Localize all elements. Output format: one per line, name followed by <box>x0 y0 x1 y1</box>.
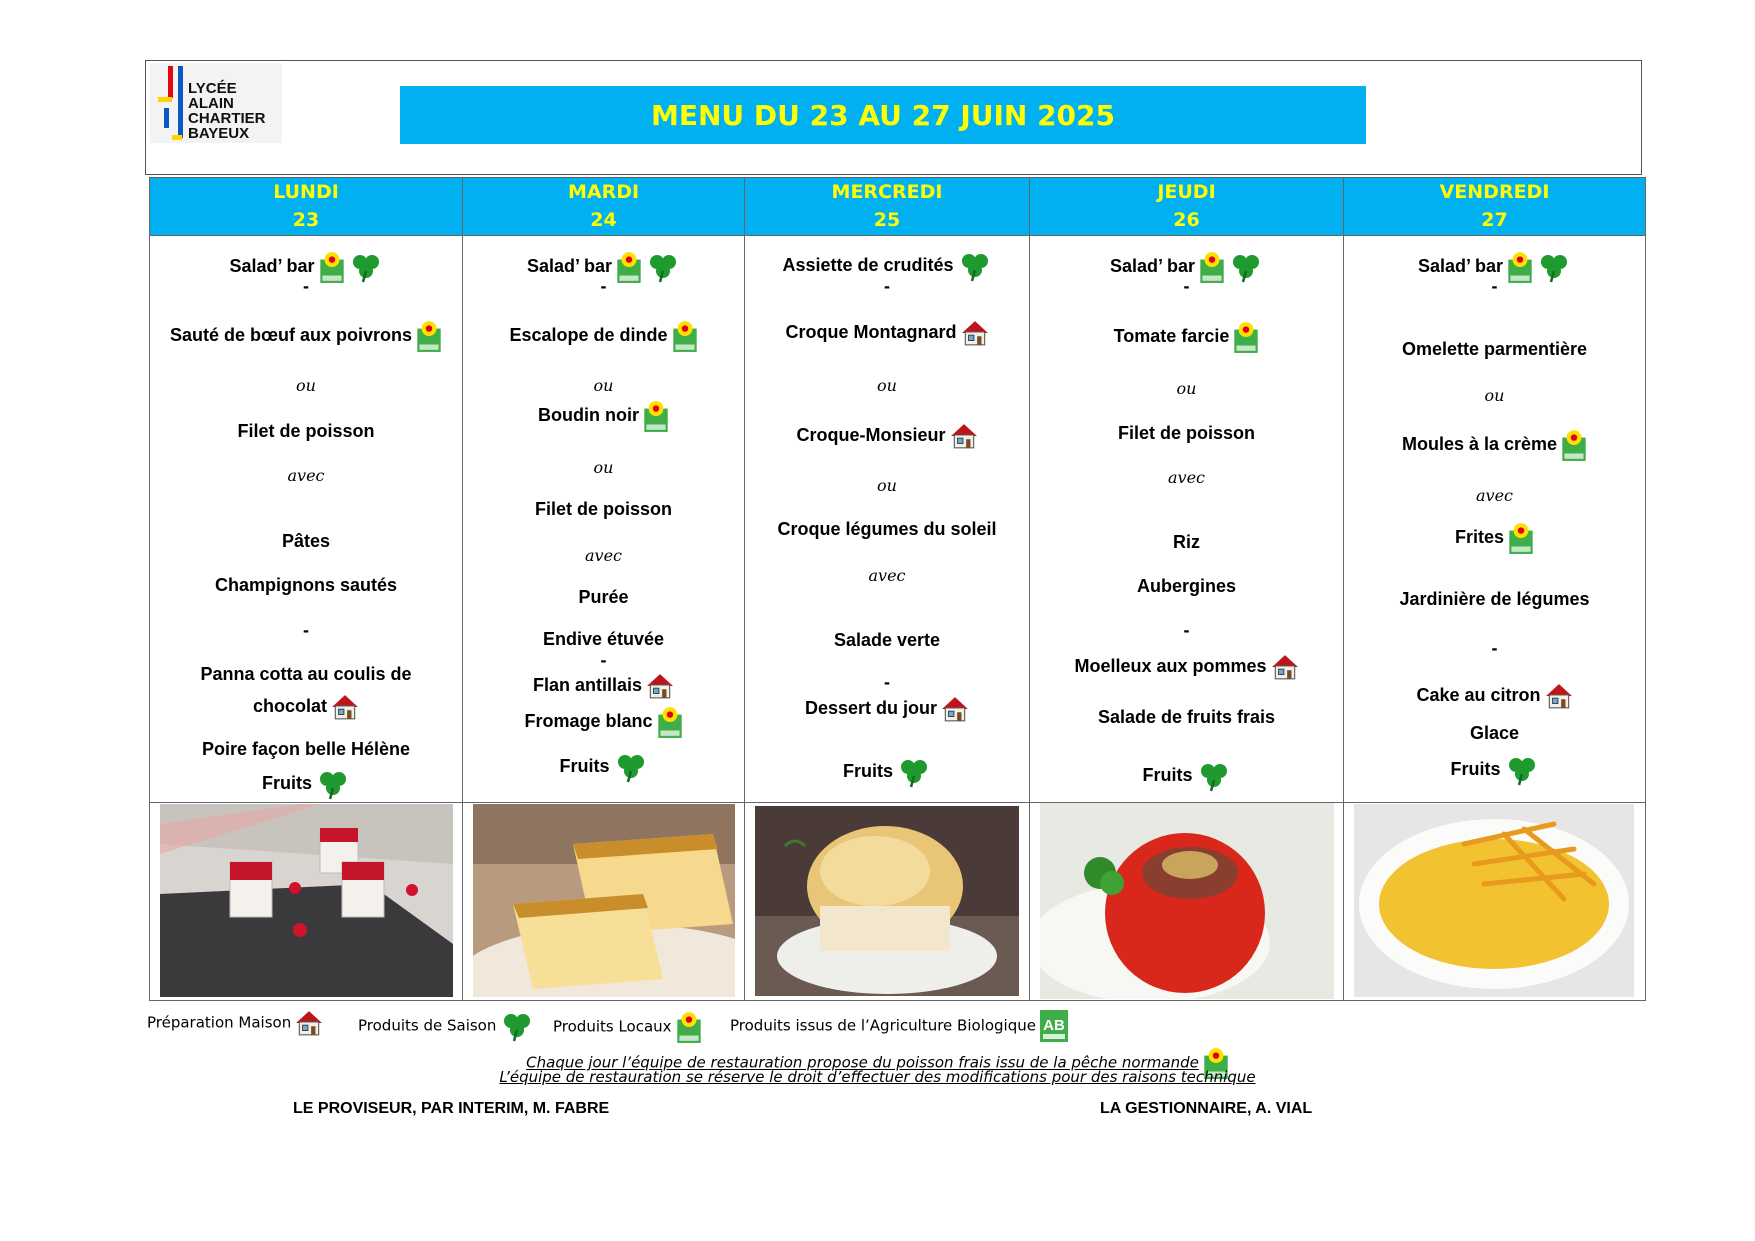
menu-item: Champignons sautés <box>214 575 398 595</box>
local-flower-icon <box>1561 428 1587 462</box>
menu-item: Fruits <box>745 756 1029 788</box>
local-flower-icon <box>643 399 669 433</box>
flan-photo <box>473 804 735 997</box>
separator: - <box>600 650 607 670</box>
menu-item: Escalope de dinde <box>463 319 744 353</box>
house-icon <box>950 423 978 449</box>
menu-item: Aubergines <box>1136 576 1237 596</box>
day-column-mardi <box>463 236 745 803</box>
menu-item: chocolat <box>150 694 462 720</box>
menu-item: Salad’ bar <box>150 250 462 284</box>
local-flower-icon <box>672 319 698 353</box>
photo-cell-mercredi <box>745 803 1030 1001</box>
menu-item: Fruits <box>1344 754 1645 786</box>
photo-cell-mardi <box>463 803 745 1001</box>
connector-text: avec <box>584 546 622 565</box>
menu-item: Boudin noir <box>463 399 744 433</box>
day-header-mardi: MARDI 24 <box>463 178 745 236</box>
menu-title: MENU DU 23 AU 27 JUIN 2025 <box>650 98 1116 132</box>
menu-item: Pâtes <box>281 531 331 551</box>
house-icon <box>941 696 969 722</box>
separator: - <box>1491 638 1498 658</box>
menu-item: Dessert du jour <box>745 696 1029 722</box>
connector-text: ou <box>593 376 614 395</box>
day-header-mercredi: MERCREDI 25 <box>745 178 1030 236</box>
photo-cell-jeudi <box>1030 803 1344 1001</box>
photo-row <box>150 803 1646 1001</box>
clover-icon <box>316 768 350 800</box>
menu-item: Salade verte <box>833 630 941 650</box>
menu-item: Salad’ bar <box>463 250 744 284</box>
menu-item: Fruits <box>1030 760 1343 792</box>
clover-icon <box>1505 754 1539 786</box>
separator: - <box>1183 620 1190 640</box>
menu-item: Fruits <box>463 751 744 783</box>
clover-icon <box>897 756 931 788</box>
signature-gestionnaire: LA GESTIONNAIRE, A. VIAL <box>1100 1100 1313 1117</box>
clover-icon <box>1197 760 1231 792</box>
day-column-jeudi <box>1030 236 1344 803</box>
weekly-menu-table <box>149 177 1646 1001</box>
menu-item: Assiette de crudités <box>745 250 1029 282</box>
legend-saison: Produits de Saison <box>358 1010 534 1042</box>
photo-cell-lundi <box>150 803 463 1001</box>
menu-item: Fromage blanc <box>463 705 744 739</box>
menu-item: Sauté de bœuf aux poivrons <box>150 319 462 353</box>
menu-item: Croque Montagnard <box>745 320 1029 346</box>
house-icon <box>961 320 989 346</box>
separator: - <box>303 276 309 296</box>
day-column-lundi <box>150 236 463 803</box>
menu-item: Omelette parmentière <box>1401 339 1588 359</box>
day-header-row <box>150 178 1646 236</box>
house-icon <box>646 673 674 699</box>
signature-proviseur: LE PROVISEUR, PAR INTERIM, M. FABRE <box>293 1100 610 1117</box>
connector-text: avec <box>868 566 906 585</box>
photo-cell-vendredi <box>1344 803 1646 1001</box>
menu-item: Salad’ bar <box>1344 250 1645 284</box>
house-icon <box>295 1010 323 1036</box>
croque-photo <box>755 806 1019 996</box>
separator: - <box>884 672 890 692</box>
day-column-mercredi <box>745 236 1030 803</box>
separator: - <box>1491 276 1498 296</box>
note-modifications: L’équipe de restauration se réserve le droit d’effectuer des modifications pour des raisons technique <box>499 1068 1256 1086</box>
connector-text: ou <box>296 376 316 395</box>
day-header-lundi: LUNDI 23 <box>150 178 463 236</box>
separator: - <box>1183 276 1190 296</box>
legend-bio: Produits issus de l’Agriculture Biologique <box>730 1010 1068 1042</box>
day-header-vendredi: VENDREDI 27 <box>1344 178 1646 236</box>
separator: - <box>600 276 607 296</box>
connector-text: avec <box>1475 486 1513 505</box>
school-logo <box>150 63 282 143</box>
connector-text: ou <box>877 476 897 495</box>
clover-icon <box>500 1010 534 1042</box>
separator: - <box>303 620 309 640</box>
menu-item: Riz <box>1173 532 1200 552</box>
menu-item: Purée <box>578 587 629 607</box>
menu-item: Croque légumes du soleil <box>777 519 997 539</box>
ab-organic-icon <box>1040 1010 1068 1042</box>
menu-item: Fruits <box>150 768 462 800</box>
menu-item: Moules à la crème <box>1344 428 1645 462</box>
menu-title-banner <box>400 86 1366 144</box>
day-column-vendredi <box>1344 236 1646 803</box>
house-icon <box>331 694 359 720</box>
tomate-farcie-photo <box>1040 803 1334 999</box>
menu-item: Salad’ bar <box>1030 250 1343 284</box>
connector-text: ou <box>877 376 897 395</box>
menu-item: Filet de poisson <box>237 421 375 441</box>
menu-item: Frites <box>1344 521 1645 555</box>
legend-locaux: Produits Locaux <box>553 1010 702 1044</box>
local-flower-icon <box>676 1010 702 1044</box>
menu-item: Poire façon belle Hélène <box>201 739 411 759</box>
menu-item: Salade de fruits frais <box>1097 707 1276 727</box>
connector-text: ou <box>593 458 614 477</box>
local-flower-icon <box>1508 521 1534 555</box>
local-flower-icon <box>657 705 683 739</box>
local-flower-icon <box>1233 320 1259 354</box>
connector-text: avec <box>287 466 325 485</box>
menu-item: Jardinière de légumes <box>1399 589 1590 609</box>
omelette-photo <box>1354 804 1634 997</box>
connector-text: ou <box>1484 386 1505 405</box>
separator: - <box>884 276 890 296</box>
local-flower-icon <box>416 319 442 353</box>
menu-item: Panna cotta au coulis de <box>200 664 412 684</box>
connector-text: avec <box>1167 468 1205 487</box>
menu-item: Endive étuvée <box>542 629 665 649</box>
menu-item: Filet de poisson <box>534 499 672 519</box>
clover-icon <box>614 751 648 783</box>
menu-item: Glace <box>1469 723 1520 743</box>
menu-item: Cake au citron <box>1344 683 1645 709</box>
panna-cotta-photo <box>160 804 453 997</box>
menu-item: Tomate farcie <box>1030 320 1343 354</box>
logo-text: LYCÉE ALAIN CHARTIER BAYEUX <box>188 80 266 142</box>
menu-item: Flan antillais <box>463 673 744 699</box>
connector-text: ou <box>1176 379 1197 398</box>
house-icon <box>1545 683 1573 709</box>
menu-row <box>150 236 1646 803</box>
day-header-jeudi: JEUDI 26 <box>1030 178 1344 236</box>
menu-item: Filet de poisson <box>1117 423 1255 443</box>
menu-item: Moelleux aux pommes <box>1030 654 1343 680</box>
legend-maison: Préparation Maison <box>147 1010 323 1036</box>
note-fish: Chaque jour l’équipe de restauration propose du poisson frais issu de la pêche normande <box>0 1046 1755 1080</box>
house-icon <box>1271 654 1299 680</box>
menu-item: Croque-Monsieur <box>745 423 1029 449</box>
